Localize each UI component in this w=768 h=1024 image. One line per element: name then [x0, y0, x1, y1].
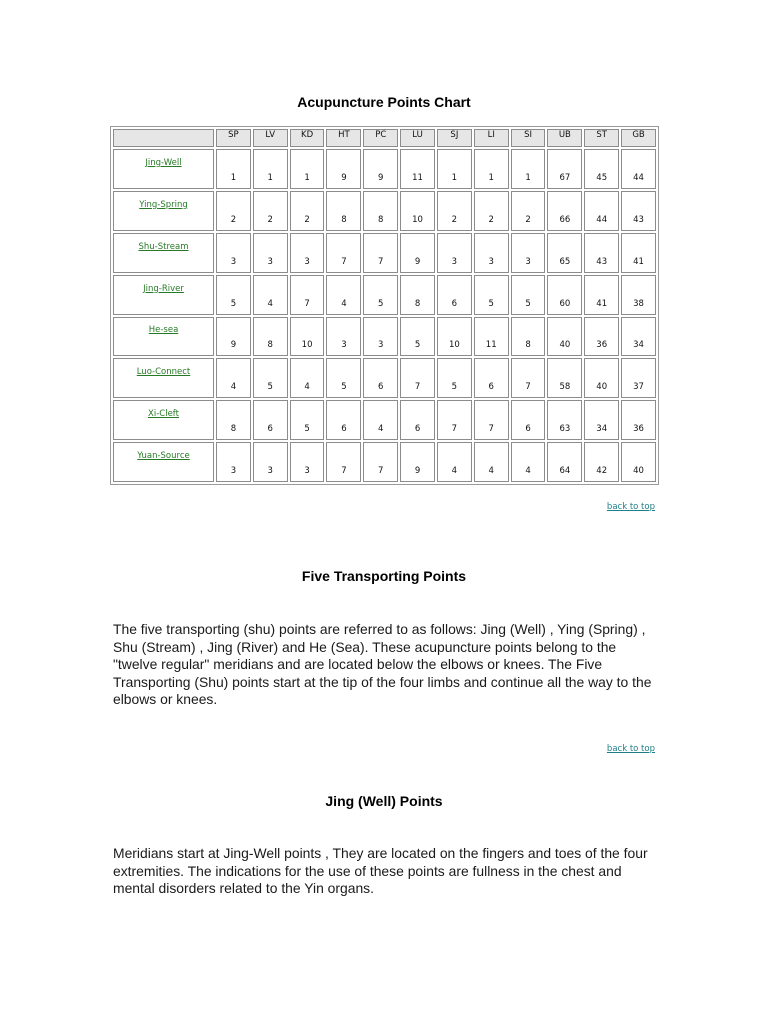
table-cell: 3	[253, 442, 288, 482]
table-cell: 58	[547, 358, 582, 398]
table-cell: 7	[437, 400, 472, 440]
table-cell: 65	[547, 233, 582, 273]
table-cell: 9	[400, 233, 435, 273]
point-type-link[interactable]: Jing-Well	[145, 157, 182, 168]
table-cell: 4	[474, 442, 509, 482]
point-type-link[interactable]: He-sea	[148, 325, 179, 336]
table-cell: 3	[290, 442, 325, 482]
table-cell: 7	[400, 358, 435, 398]
table-cell: 38	[621, 275, 656, 315]
row-label-cell	[113, 358, 214, 398]
table-cell: 44	[584, 191, 619, 231]
table-row	[113, 358, 656, 398]
row-label-cell	[113, 233, 214, 273]
jing-well-paragraph: Meridians start at Jing-Well points , They are located on the fingers and toes of the four extremities. The indications for the use of these points are fullness in the chest and mental disorders related to the Yin organs.	[113, 845, 648, 896]
column-header-si: SI	[511, 129, 546, 147]
table-cell: 5	[216, 275, 251, 315]
table-cell: 7	[511, 358, 546, 398]
table-cell: 66	[547, 191, 582, 231]
table-cell: 4	[216, 358, 251, 398]
table-cell: 36	[621, 400, 656, 440]
row-label-cell	[113, 400, 214, 440]
header-corner-cell	[113, 129, 214, 147]
column-header-kd: KD	[290, 129, 325, 147]
column-header-lv: LV	[253, 129, 288, 147]
table-cell: 11	[474, 317, 509, 357]
table-header-row	[113, 129, 656, 147]
table-row	[113, 275, 656, 315]
table-cell: 6	[400, 400, 435, 440]
table-cell: 9	[326, 149, 361, 189]
row-label-cell	[113, 191, 214, 231]
table-cell: 40	[621, 442, 656, 482]
table-cell: 9	[400, 442, 435, 482]
back-to-top-link[interactable]: back to top	[606, 502, 655, 512]
row-label-cell	[113, 442, 214, 482]
column-header-ht: HT	[326, 129, 361, 147]
table-cell: 3	[363, 317, 398, 357]
point-type-link[interactable]: Yuan-Source	[137, 451, 190, 462]
table-cell: 8	[326, 191, 361, 231]
table-cell: 34	[584, 400, 619, 440]
table-cell: 5	[474, 275, 509, 315]
column-header-st: ST	[584, 129, 619, 147]
table-cell: 44	[621, 149, 656, 189]
table-row	[113, 442, 656, 482]
column-header-sj: SJ	[437, 129, 472, 147]
table-cell: 1	[290, 149, 325, 189]
table-cell: 41	[584, 275, 619, 315]
table-cell: 8	[363, 191, 398, 231]
table-cell: 1	[511, 149, 546, 189]
table-cell: 2	[216, 191, 251, 231]
column-header-li: LI	[474, 129, 509, 147]
table-cell: 8	[400, 275, 435, 315]
column-header-pc: PC	[363, 129, 398, 147]
table-cell: 10	[437, 317, 472, 357]
table-cell: 6	[253, 400, 288, 440]
table-cell: 3	[253, 233, 288, 273]
table-cell: 42	[584, 442, 619, 482]
table-cell: 6	[474, 358, 509, 398]
table-cell: 8	[216, 400, 251, 440]
table-cell: 5	[437, 358, 472, 398]
point-type-link[interactable]: Ying-Spring	[139, 199, 188, 210]
table-row	[113, 233, 656, 273]
table-cell: 60	[547, 275, 582, 315]
table-cell: 2	[511, 191, 546, 231]
table-cell: 3	[437, 233, 472, 273]
table-row	[113, 191, 656, 231]
table-cell: 2	[474, 191, 509, 231]
table-cell: 7	[326, 233, 361, 273]
table-cell: 2	[437, 191, 472, 231]
table-cell: 9	[216, 317, 251, 357]
point-type-link[interactable]: Luo-Connect	[136, 367, 191, 378]
table-cell: 1	[253, 149, 288, 189]
five-transporting-paragraph: The five transporting (shu) points are referred to as follows: Jing (Well) , Ying (Spring) , Shu (Stream) , Jing (River) and He (Sea). These acupuncture points belong to the "twelve regular" meridians and are located below the elbows or knees. The Five Transporting (Shu) points start at the tip of the four limbs and continue all the way to the elbows or knees.	[113, 621, 652, 707]
table-cell: 11	[400, 149, 435, 189]
table-cell: 3	[474, 233, 509, 273]
table-cell: 36	[584, 317, 619, 357]
table-cell: 7	[326, 442, 361, 482]
table-cell: 10	[400, 191, 435, 231]
table-cell: 1	[216, 149, 251, 189]
table-cell: 64	[547, 442, 582, 482]
table-cell: 7	[363, 442, 398, 482]
table-cell: 6	[511, 400, 546, 440]
table-cell: 4	[253, 275, 288, 315]
column-header-ub: UB	[547, 129, 582, 147]
table-cell: 34	[621, 317, 656, 357]
table-cell: 3	[511, 233, 546, 273]
table-cell: 40	[584, 358, 619, 398]
table-cell: 2	[290, 191, 325, 231]
table-cell: 6	[326, 400, 361, 440]
table-cell: 4	[363, 400, 398, 440]
row-label-cell	[113, 317, 214, 357]
table-cell: 9	[363, 149, 398, 189]
table-cell: 1	[474, 149, 509, 189]
table-row	[113, 400, 656, 440]
table-cell: 3	[216, 442, 251, 482]
table-cell: 6	[437, 275, 472, 315]
table-cell: 37	[621, 358, 656, 398]
point-type-link[interactable]: Jing-River	[143, 283, 184, 294]
table-cell: 45	[584, 149, 619, 189]
table-cell: 7	[290, 275, 325, 315]
table-cell: 5	[290, 400, 325, 440]
table-cell: 8	[253, 317, 288, 357]
table-cell: 3	[326, 317, 361, 357]
row-label-cell	[113, 149, 214, 189]
table-cell: 40	[547, 317, 582, 357]
table-row	[113, 149, 656, 189]
table-cell: 41	[621, 233, 656, 273]
table-row	[113, 317, 656, 357]
table-cell: 5	[253, 358, 288, 398]
point-type-link[interactable]: Xi-Cleft	[148, 409, 179, 420]
point-type-link[interactable]: Shu-Stream	[138, 241, 189, 252]
table-cell: 1	[437, 149, 472, 189]
column-header-gb: GB	[621, 129, 656, 147]
table-cell: 3	[290, 233, 325, 273]
table-cell: 5	[363, 275, 398, 315]
table-cell: 43	[621, 191, 656, 231]
back-to-top-link[interactable]: back to top	[606, 744, 655, 754]
table-cell: 6	[363, 358, 398, 398]
table-cell: 5	[326, 358, 361, 398]
table-cell: 43	[584, 233, 619, 273]
table-cell: 4	[437, 442, 472, 482]
table-cell: 4	[511, 442, 546, 482]
table-cell: 5	[400, 317, 435, 357]
table-cell: 4	[290, 358, 325, 398]
column-header-sp: SP	[216, 129, 251, 147]
table-cell: 67	[547, 149, 582, 189]
table-cell: 5	[511, 275, 546, 315]
table-cell: 63	[547, 400, 582, 440]
section-title-five-transporting: Five Transporting Points	[301, 568, 467, 584]
section-title-jing-well: Jing (Well) Points	[325, 793, 443, 809]
table-cell: 10	[290, 317, 325, 357]
row-label-cell	[113, 275, 214, 315]
table-cell: 8	[511, 317, 546, 357]
table-cell: 3	[216, 233, 251, 273]
table-cell: 2	[253, 191, 288, 231]
column-header-lu: LU	[400, 129, 435, 147]
acupuncture-points-table	[110, 126, 659, 485]
table-cell: 7	[474, 400, 509, 440]
table-cell: 4	[326, 275, 361, 315]
chart-title: Acupuncture Points Chart	[297, 94, 471, 110]
table-cell: 7	[363, 233, 398, 273]
